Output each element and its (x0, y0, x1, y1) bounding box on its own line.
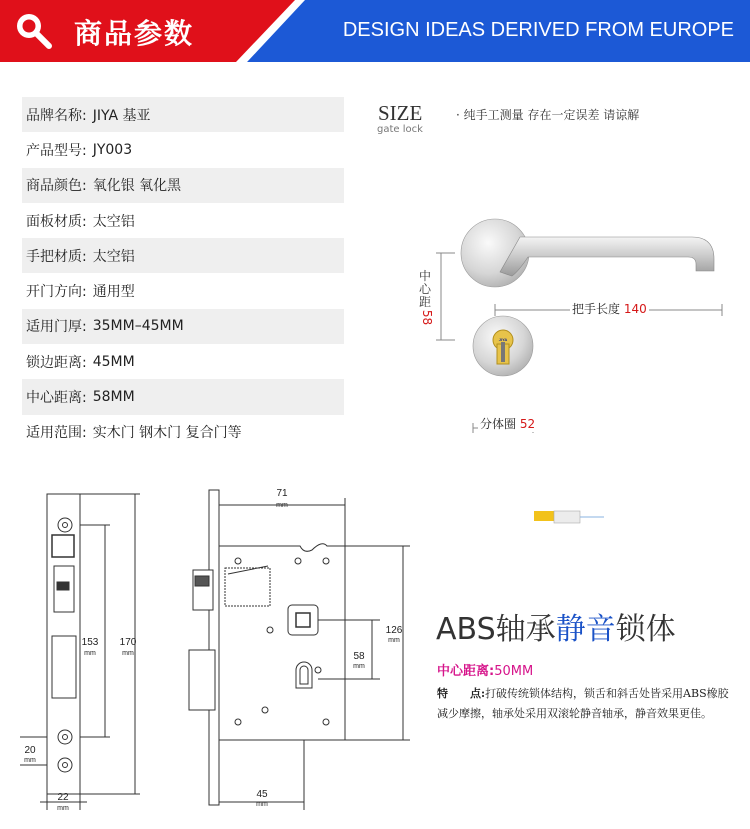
spec-key: 适用范围: (26, 425, 87, 442)
spec-value: 实木门 钢木门 复合门等 (92, 425, 242, 442)
rose-diameter-label: 分体圈 52 (480, 417, 536, 431)
svg-text:mm: mm (84, 650, 96, 657)
svg-text:mm: mm (276, 502, 288, 509)
lock-body-drawing (0, 470, 430, 829)
spec-key: 品牌名称: (26, 107, 87, 124)
cylinder-brand: JIYA (498, 337, 508, 342)
lever-handle (500, 237, 714, 276)
dim-center-distance: 58 (353, 651, 365, 662)
spec-key: 面板材质: (26, 213, 87, 230)
lock-body-case (219, 544, 345, 740)
spec-row (22, 273, 344, 308)
spec-row (22, 97, 344, 132)
spec-value: 太空铝 (92, 248, 135, 265)
dim-faceplate-height: 170 (119, 637, 137, 648)
size-title: SIZE (378, 101, 423, 125)
svg-text:mm: mm (353, 663, 365, 670)
spec-row (22, 309, 344, 344)
spec-key: 适用门厚: (26, 319, 87, 336)
spec-row (22, 132, 344, 167)
dim-body-width: 71 (276, 488, 288, 499)
dim-bottom-offset: 20 (24, 745, 36, 756)
spec-value: 通用型 (92, 284, 135, 301)
spec-row (22, 344, 344, 379)
dim-backset: 45 (256, 789, 268, 800)
spec-value: 58MM (92, 389, 135, 406)
spec-key: 产品型号: (26, 142, 87, 159)
measurement-note: · 纯手工测量 存在一定误差 请谅解 (456, 108, 640, 122)
lock-body-plate (209, 490, 219, 805)
header-title: 商品参数 (74, 17, 195, 50)
spec-value: 氧化银 氧化黑 (92, 178, 182, 195)
abs-center-distance: 中心距离:50MM (437, 664, 534, 679)
header-bar (0, 0, 750, 62)
spec-row (22, 379, 344, 414)
search-icon (14, 11, 52, 49)
spec-row (22, 203, 344, 238)
spec-value: 45MM (92, 353, 135, 370)
spec-key: 中心距离: (26, 390, 87, 407)
handle-length-label: 把手长度 140 (572, 302, 647, 316)
svg-text:mm: mm (256, 801, 268, 808)
spec-value: 太空铝 (92, 213, 135, 230)
header-subtitle: DESIGN IDEAS DERIVED FROM EUROPE (342, 19, 734, 41)
dim-body-height: 126 (385, 625, 403, 636)
size-subtitle: gate lock (377, 124, 423, 135)
abs-features: 特 点:打破传统锁体结构，锁舌和斜舌处皆采用ABS橡胶减少摩擦，轴承处采用双滚轮静音轴承，静音效果更佳。 (437, 687, 729, 720)
svg-text:mm: mm (388, 637, 400, 644)
spec-row (22, 238, 344, 273)
spec-key: 锁边距离: (26, 354, 87, 371)
center-distance-label: 中心距58 (419, 269, 435, 326)
svg-text:mm: mm (24, 757, 36, 764)
spec-value: JIYA 基亚 (92, 107, 151, 124)
spec-key: 商品颜色: (26, 178, 87, 195)
latch-icon (534, 506, 604, 528)
spec-key: 手把材质: (26, 248, 87, 265)
abs-title: ABS轴承静音锁体 (436, 612, 676, 647)
spec-key: 开门方向: (26, 284, 87, 301)
spec-row (22, 415, 344, 450)
spec-value: 35MM–45MM (92, 318, 184, 335)
spec-table (22, 97, 344, 450)
spec-row (22, 168, 344, 203)
svg-text:mm: mm (122, 650, 134, 657)
spec-value: JY003 (92, 141, 133, 158)
svg-text:mm: mm (57, 805, 69, 812)
dim-hole-span: 153 (81, 637, 99, 648)
dim-faceplate-width: 22 (57, 792, 69, 803)
